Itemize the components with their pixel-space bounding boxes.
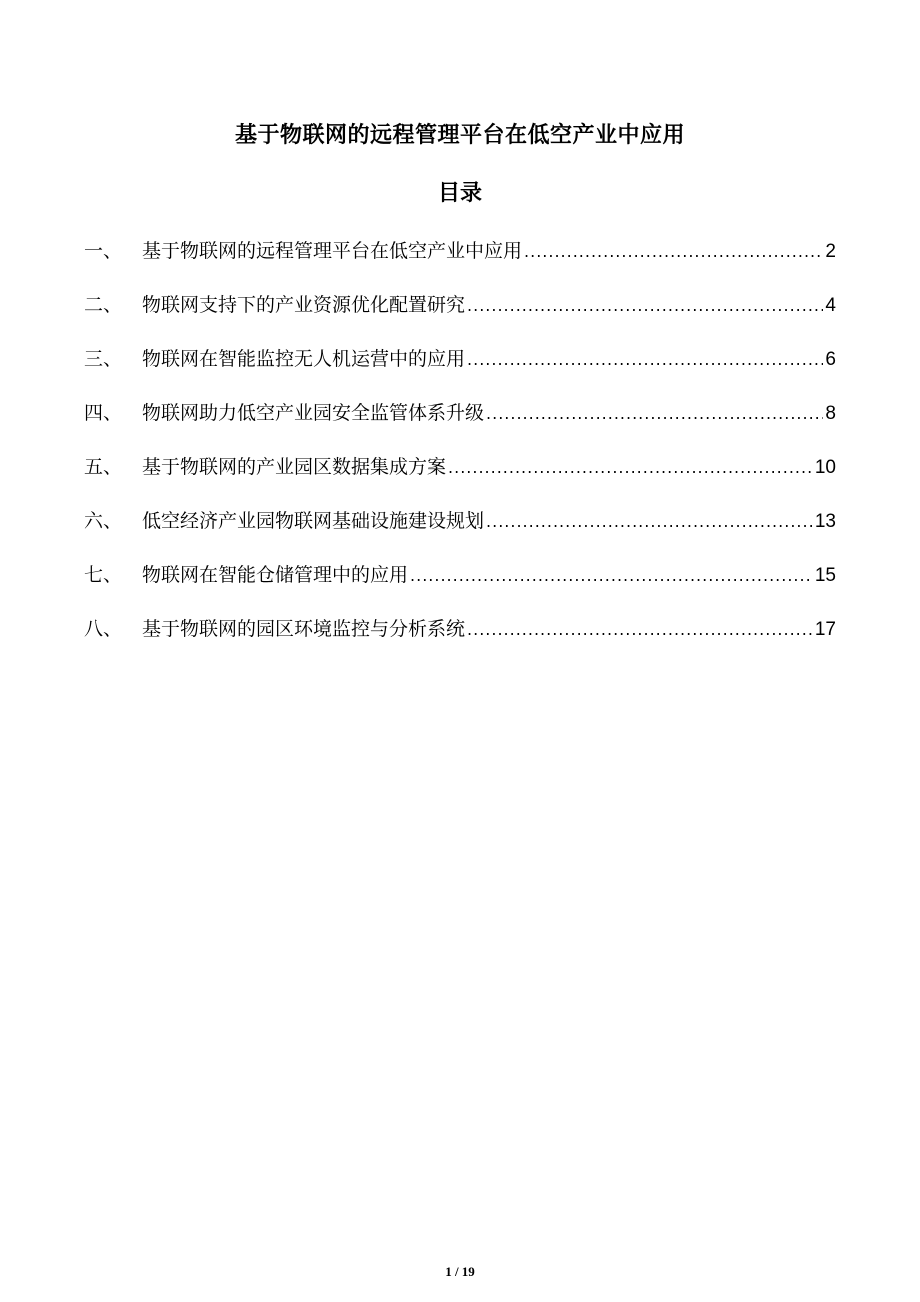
toc-entry-number: 四、 <box>84 402 123 424</box>
toc-entry-text[interactable]: 基于物联网的园区环境监控与分析系统 <box>142 618 466 640</box>
toc-dot-leader <box>467 612 813 648</box>
toc-entry-4[interactable] <box>84 395 836 449</box>
toc-entry-page: 10 <box>814 457 836 478</box>
toc-entry-text[interactable]: 低空经济产业园物联网基础设施建设规划 <box>142 510 485 532</box>
toc-entry-page: 6 <box>825 349 836 370</box>
toc-entry-5[interactable] <box>84 449 836 503</box>
toc-dot-leader <box>467 288 823 324</box>
toc-entry-6[interactable] <box>84 503 836 557</box>
toc-dot-leader <box>486 396 823 432</box>
document-title: 基于物联网的远程管理平台在低空产业中应用 <box>234 123 685 148</box>
toc-dot-leader <box>486 504 813 540</box>
toc-entry-page: 17 <box>814 619 836 640</box>
toc-entry-1[interactable] <box>84 233 836 287</box>
toc-entry-page: 15 <box>814 565 836 586</box>
toc-entry-page: 2 <box>825 241 836 262</box>
toc-heading: 目录 <box>437 181 482 206</box>
toc-entry-number: 一、 <box>84 240 123 262</box>
toc-entry-number: 五、 <box>84 456 123 478</box>
toc-entry-7[interactable] <box>84 557 836 611</box>
toc-entry-2[interactable] <box>84 287 836 341</box>
toc-entry-page: 4 <box>825 295 836 316</box>
toc-entry-number: 七、 <box>84 564 123 586</box>
toc-entry-text[interactable]: 物联网在智能仓储管理中的应用 <box>142 564 409 586</box>
toc-entry-text[interactable]: 基于物联网的产业园区数据集成方案 <box>142 456 447 478</box>
toc-dot-leader <box>410 558 813 594</box>
page-number-footer: 1 / 19 <box>445 1264 475 1279</box>
toc-dot-leader <box>448 450 813 486</box>
toc-entry-text[interactable]: 基于物联网的远程管理平台在低空产业中应用 <box>142 240 523 262</box>
toc-entry-page: 8 <box>825 403 836 424</box>
toc-entry-8[interactable] <box>84 611 836 665</box>
toc-entry-text[interactable]: 物联网支持下的产业资源优化配置研究 <box>142 294 466 316</box>
toc-entry-number: 二、 <box>84 294 123 316</box>
toc-entry-number: 八、 <box>84 618 123 640</box>
toc-entry-text[interactable]: 物联网助力低空产业园安全监管体系升级 <box>142 402 485 424</box>
toc-entry-3[interactable] <box>84 341 836 395</box>
toc-dot-leader <box>467 342 823 378</box>
toc-entry-number: 六、 <box>84 510 123 532</box>
toc-entry-number: 三、 <box>84 348 123 370</box>
toc-entry-text[interactable]: 物联网在智能监控无人机运营中的应用 <box>142 348 466 370</box>
table-of-contents <box>84 233 836 665</box>
toc-dot-leader <box>524 234 823 270</box>
toc-entry-page: 13 <box>814 511 836 532</box>
